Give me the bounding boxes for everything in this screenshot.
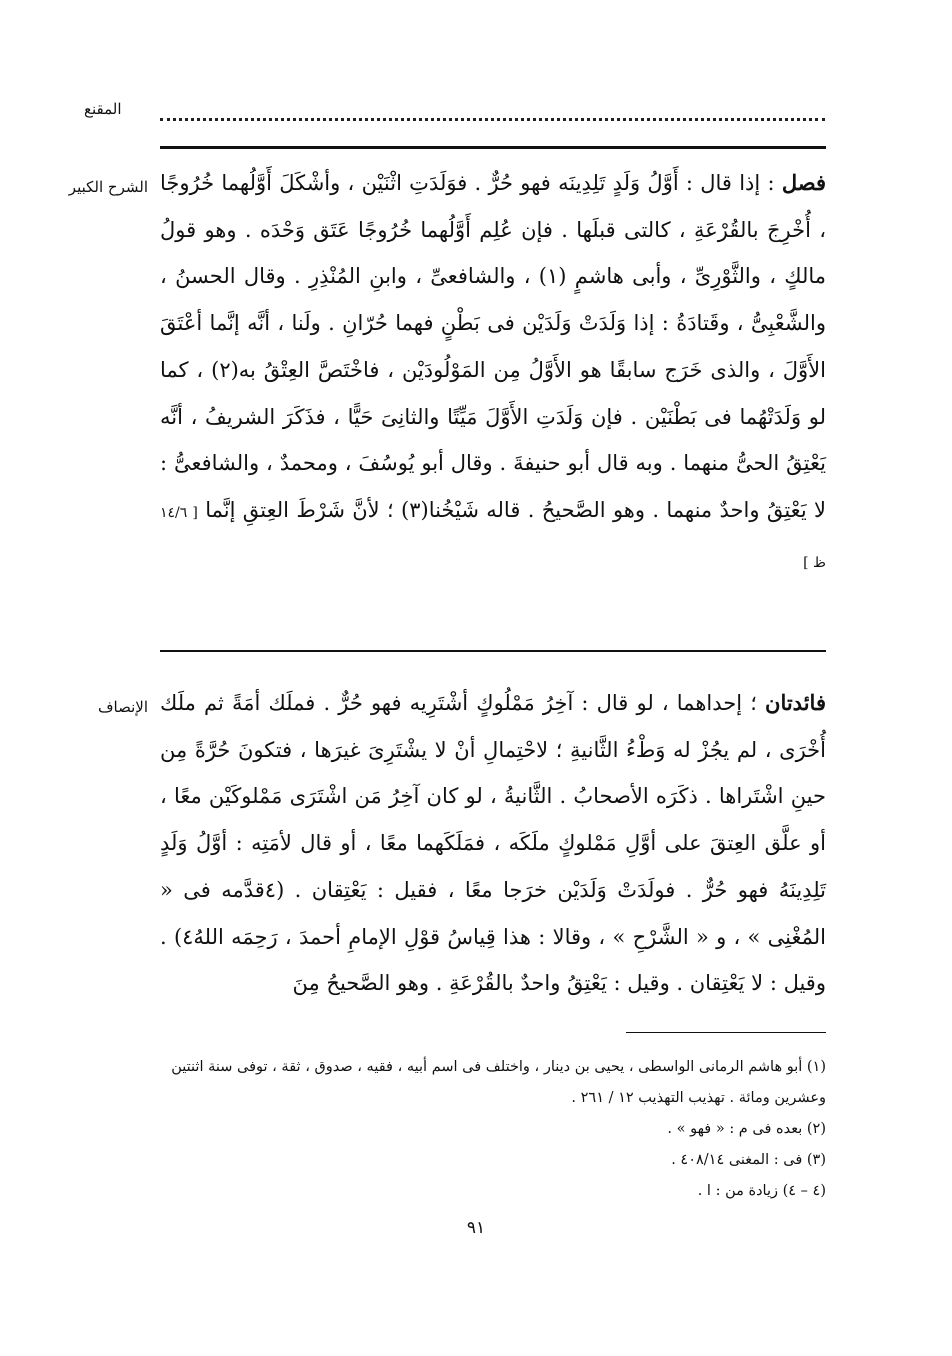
section-divider-rule (160, 650, 826, 652)
insaf-text-block (160, 680, 826, 1007)
footnotes (160, 1052, 826, 1207)
page-number: ٩١ (466, 1218, 486, 1238)
insaf-lead-word: فائدتان (765, 690, 826, 715)
footnote-2: (٢) بعده فى م : « فهو » . (667, 1121, 826, 1137)
insaf-paragraph (160, 680, 826, 1007)
footnote-1: (١) أبو هاشم الرمانى الواسطى ، يحيى بن دينار ، واختلف فى اسم أبيه ، فقيه ، صدوق ، ثقة ، توفى سنة اثنتين وعشرين ومائة . تهذيب التهذيب ١٢ / ٢٦١ . (171, 1059, 826, 1106)
footnote-3: (٣) فى : المغنى ٤٠٨/١٤ . (671, 1152, 826, 1168)
footnote-4: (٤ – ٤) زيادة من : ا . (697, 1183, 826, 1199)
header-dotted-leader (160, 104, 825, 121)
sharh-paragraph (160, 160, 826, 586)
sharh-body-text: : إذا قال : أَوَّلُ وَلَدٍ تَلِدِينَه فهو حُرٌّ . فوَلَدَتِ اثْنَيْن ، وأشْكَلَ أَوَّلُهما خُرُوجًا ، أُخْرِجَ بالقُرْعَةِ ، كالتى قبلَها . فإن عُلِم أَوَّلُهما خُرُوجًا عَتَق وَحْدَه . وهو قولُ مالكٍ ، والثَّوْرِىِّ ، وأبى هاشمٍ (١) ، والشافعىِّ ، وابنِ المُنْذِرِ . وقال الحسنُ ، والشَّعْبِىُّ ، وقَتادَةُ : إذا وَلَدَتْ وَلَدَيْن فى بَطْنٍ فهما حُرّانِ . ولَنا ، أنَّه إنَّما أعْتَقَ الأَوَّلَ ، والذى خَرَج سابقًا هو الأَوَّلُ مِن المَوْلُودَيْن ، فاخْتَصَّ العِتْقُ به(٢) ، كما لو وَلَدَتْهُما فى بَطْنَيْن . فإن وَلَدَتِ الأَوَّلَ مَيِّتًا والثانِىَ حَيًّا ، فذَكَرَ الشريفُ ، أنَّه يَعْتِقُ الحىُّ منهما . وبه قال أبو حنيفةَ . وقال أبو يُوسُفَ ، ومحمدٌ ، والشافعىُّ : لا يَعْتِقُ واحدٌ منهما . وهو الصَّحيحُ . قاله شَيْخُنا(٣) ؛ لأنَّ شَرْطَ العِتقِ إنَّما (160, 171, 826, 522)
sharh-lead-word: فصل (781, 170, 826, 195)
header-rule (160, 146, 826, 149)
side-label-sharh: الشرح الكبير (68, 178, 148, 196)
sharh-text-block (160, 160, 826, 586)
side-label-insaf: الإنصاف (97, 698, 148, 716)
insaf-body-text: ؛ إحداهما ، لو قال : آخِرُ مَمْلُوكٍ أشْتَرِيه فهو حُرٌّ . فملَك أمَةً ثم ملَك أُخْرَى ، لم يجُزْ له وَطْءُ الثَّانيةِ ؛ لاحْتِمالِ أنْ لا يشْتَرِىَ غيرَها ، فتكونَ حُرَّةً مِن حينِ اشْتَراها . ذكَرَه الأصحابُ . الثَّانيةُ ، لو كان آخِرُ مَن اشْتَرَى مَمْلوكَيْن معًا ، أو علَّق العِتقَ على أوَّلِ مَمْلوكٍ ملَكَه ، فمَلَكَهما معًا ، أو قال لأمَتِه : أوَّلُ وَلَدٍ تَلِدِينَهُ فهو حُرٌّ . فولَدَتْ وَلَدَيْن خرَجا معًا ، فقيل : يَعْتِقان . (٤قدَّمه فى « المُغْنِى » ، و « الشَّرْحِ » ، وقالا : هذا قِياسُ قوْلِ الإمامِ أحمدَ ، رَحِمَه اللهُ٤) . وقيل : لا يَعْتِقان . وقيل : يَعْتِقُ واحدٌ بالقُرْعَةِ . وهو الصَّحيحُ مِنَ (160, 691, 826, 996)
footnotes-rule (626, 1032, 826, 1033)
running-header-title: المقنع (84, 100, 122, 118)
manuscript-page-ref: [ ١٤/٦ ظ ] (160, 504, 826, 571)
